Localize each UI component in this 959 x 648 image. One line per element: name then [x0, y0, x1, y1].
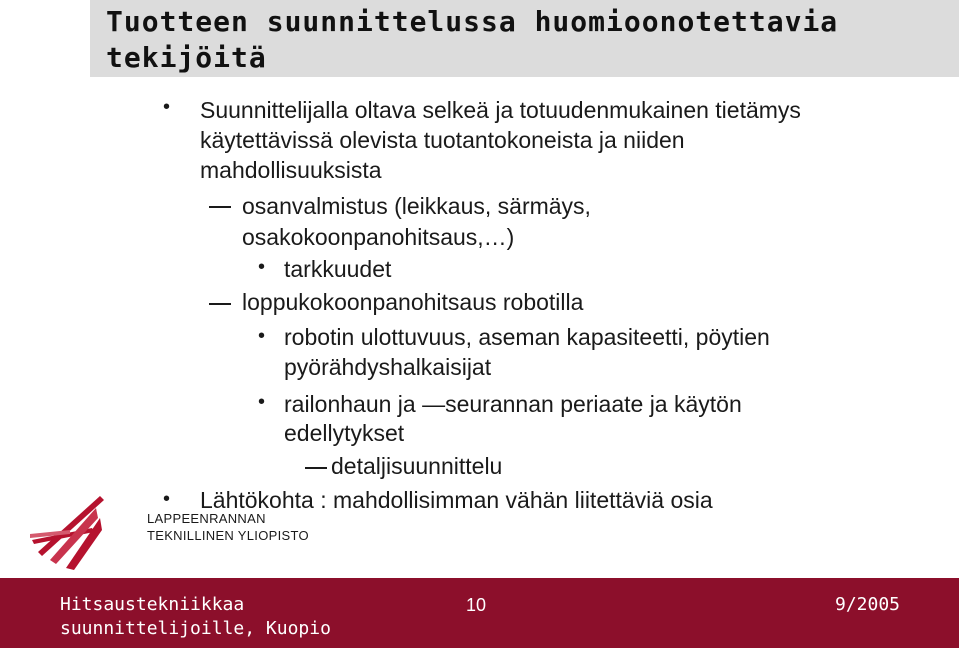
page-number: 10 [466, 595, 487, 615]
footer-date: 9/2005 [835, 594, 901, 615]
list-item: detaljisuunnittelu [331, 453, 503, 479]
logo-line-2: TEKNILLINEN YLIOPISTO [147, 528, 309, 543]
list-item: osanvalmistus (leikkaus, särmäys, [242, 193, 591, 219]
university-logo [30, 488, 309, 570]
title-line-2: tekijöitä [106, 41, 267, 74]
list-item: Suunnittelijalla oltava selkeä ja totuudenmukainen tietämys [200, 97, 801, 123]
bullet-icon: • [163, 96, 171, 118]
list-item: edellytykset [284, 420, 405, 446]
bullet-icon: • [163, 488, 171, 510]
logo-mark-icon [30, 488, 120, 570]
logo-line-1: LAPPEENRANNAN [147, 511, 266, 526]
list-item: railonhaun ja —seurannan periaate ja käytön [284, 391, 742, 417]
list-item: loppukokoonpanohitsaus robotilla [242, 289, 584, 315]
list-item: käytettävissä olevista tuotantokoneista ja niiden [200, 127, 685, 153]
list-item: tarkkuudet [284, 256, 392, 282]
list-item: mahdollisuuksista [200, 157, 382, 183]
footer-course-title: Hitsaustekniikkaa [60, 594, 245, 615]
list-item: robotin ulottuvuus, aseman kapasiteetti, pöytien [284, 324, 770, 350]
slide-title [106, 4, 946, 76]
dash-icon [305, 467, 327, 469]
title-line-1: Tuotteen suunnittelussa huomioonotettavia [106, 5, 839, 38]
bullet-icon: • [258, 391, 266, 413]
bullet-icon: • [258, 256, 266, 278]
footer-bar [0, 578, 959, 648]
dash-icon [209, 206, 231, 208]
bullet-icon: • [258, 325, 266, 347]
list-item: pyörähdyshalkaisijat [284, 354, 492, 380]
footer-course-subtitle: suunnittelijoille, Kuopio [60, 618, 331, 639]
list-item: osakokoonpanohitsaus,…) [242, 224, 515, 250]
dash-icon [209, 303, 231, 305]
list-item: Lähtökohta : mahdollisimman vähän liitettäviä osia [200, 487, 713, 513]
